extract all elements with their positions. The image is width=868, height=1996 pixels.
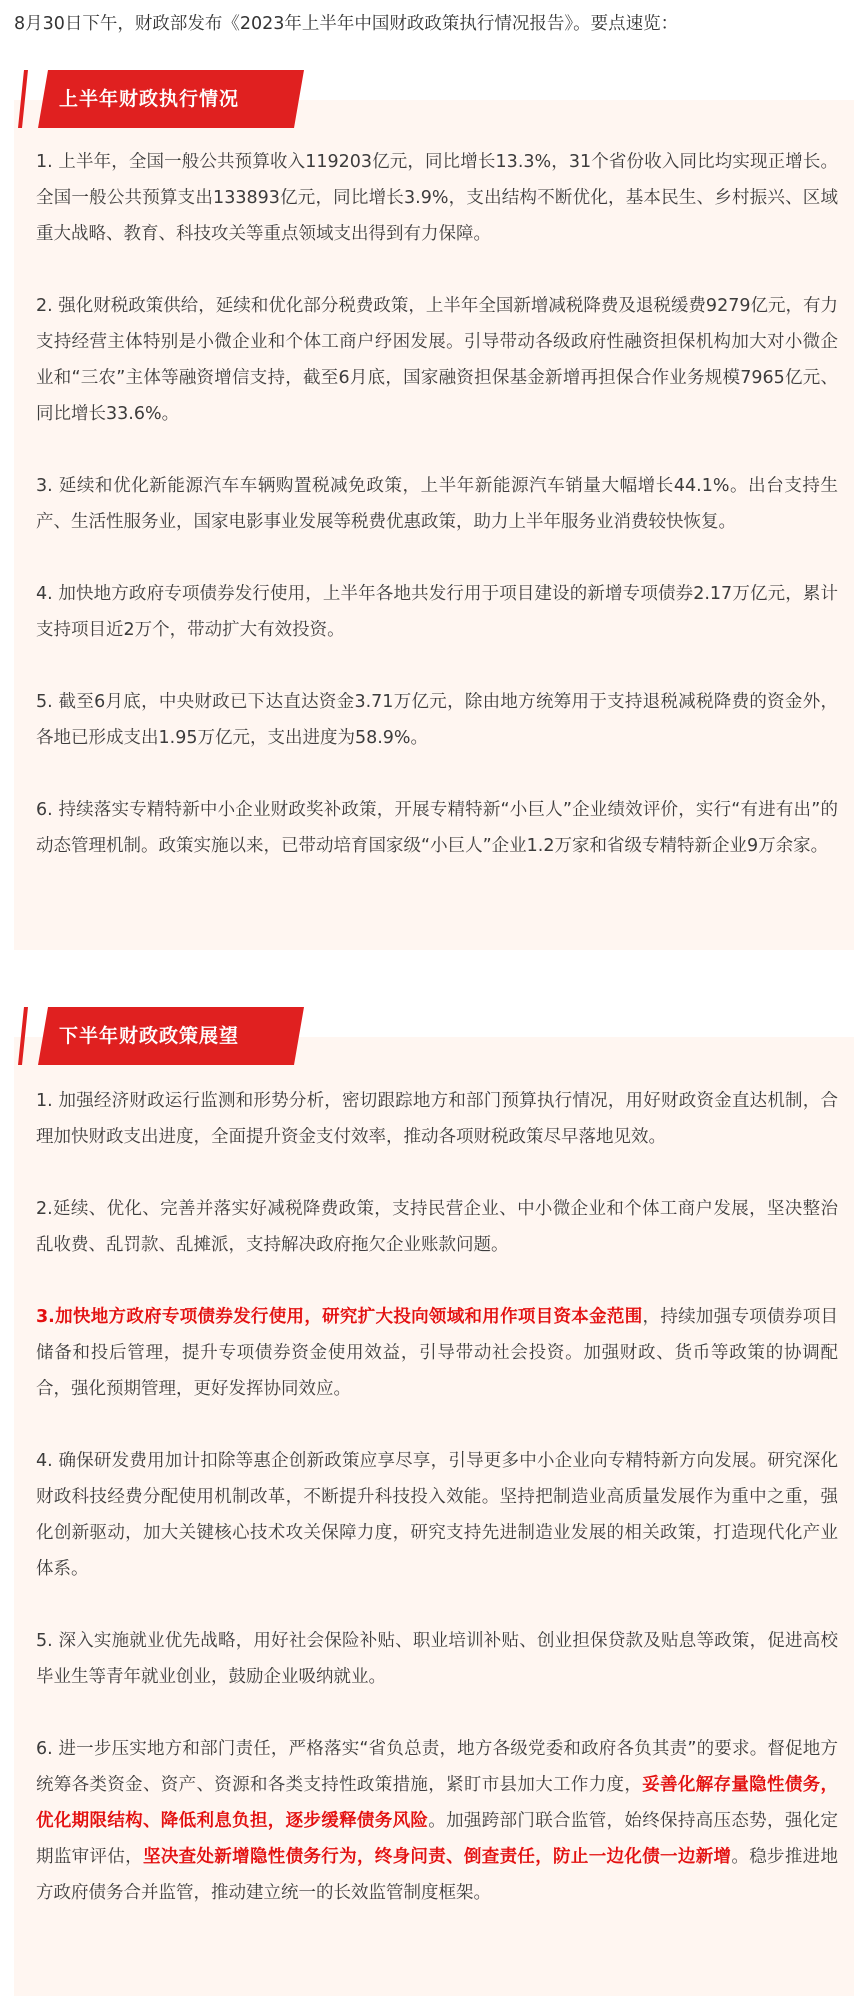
section-banner [14, 70, 314, 128]
paragraph: 6. 持续落实专精特新中小企业财政奖补政策，开展专精特新“小巨人”企业绩效评价，实行“有进有出”的动态管理机制。政策实施以来，已带动培育国家级“小巨人”企业1.2万家和省级专精特新企业9万余家。 [36, 800, 838, 856]
paragraph [36, 1731, 838, 1911]
paragraph: 2.延续、优化、完善并落实好减税降费政策，支持民营企业、中小微企业和个体工商户发展，坚决整治乱收费、乱罚款、乱摊派，支持解决政府拖欠企业账款问题。 [36, 1199, 838, 1255]
paragraph: 3. 延续和优化新能源汽车车辆购置税减免政策，上半年新能源汽车销量大幅增长44.1%。出台支持生产、生活性服务业，国家电影事业发展等税费优惠政策，助力上半年服务业消费较快恢复。 [36, 476, 838, 532]
paragraph-text: 。稳步推进地方政府债务合并监管，推动建立统一的长效监管制度框架。 [36, 1847, 839, 1903]
section-title: 上半年财政执行情况 [59, 88, 240, 110]
paragraph-text: ，持续加强专项债券项目储备和投后管理，提升专项债券资金使用效益，引导带动社会投资。加强财政、货币等政策的协调配合，强化预期管理，更好发挥协同效应。 [36, 1307, 839, 1399]
paragraph-list [36, 1083, 838, 1947]
paragraph-text: 6. 进一步压实地方和部门责任，严格落实“省负总责，地方各级党委和政府各负其责”的要求。督促地方统筹各类资金、资产、资源和各类支持性政策措施，紧盯市县加大工作力度， [36, 1739, 838, 1795]
paragraph: 5. 深入实施就业优先战略，用好社会保险补贴、职业培训补贴、创业担保贷款及贴息等政策，促进高校毕业生等青年就业创业，鼓励企业吸纳就业。 [36, 1631, 838, 1687]
banner-accent-stripe [18, 70, 28, 128]
paragraph-list [36, 144, 838, 900]
section-title: 下半年财政政策展望 [59, 1025, 240, 1047]
highlighted-text: 妥善化解存量隐性债务，优化期限结构、降低利息负担，逐步缓释债务风险 [36, 1775, 838, 1831]
section-banner [14, 1007, 314, 1065]
section-second-half-outlook [14, 1025, 854, 1996]
paragraph: 2. 强化财税政策供给，延续和优化部分税费政策，上半年全国新增减税降费及退税缓费9279亿元，有力支持经营主体特别是小微企业和个体工商户纾困发展。引导带动各级政府性融资担保机构加大对小微企业和“三农”主体等融资增信支持，截至6月底，国家融资担保基金新增再担保合作业务规模7965亿元、同比增长33.6%。 [36, 296, 838, 424]
paragraph: 4. 确保研发费用加计扣除等惠企创新政策应享尽享，引导更多中小企业向专精特新方向发展。研究深化财政科技经费分配使用机制改革，不断提升科技投入效能。坚持把制造业高质量发展作为重中之重，强化创新驱动，加大关键核心技术攻关保障力度，研究支持先进制造业发展的相关政策，打造现代化产业体系。 [36, 1451, 838, 1579]
highlighted-text: 加快地方政府专项债券发行使用，研究扩大投向领域和用作项目资本金范围 [54, 1307, 643, 1327]
paragraph-number: 3. [36, 1307, 55, 1327]
banner-accent-stripe [18, 1007, 28, 1065]
paragraph: 4. 加快地方政府专项债券发行使用，上半年各地共发行用于项目建设的新增专项债券2.17万亿元，累计支持项目近2万个，带动扩大有效投资。 [36, 584, 838, 640]
paragraph: 1. 上半年，全国一般公共预算收入119203亿元，同比增长13.3%，31个省份收入同比均实现正增长。全国一般公共预算支出133893亿元，同比增长3.9%，支出结构不断优化，基本民生、乡村振兴、区域重大战略、教育、科技攻关等重点领域支出得到有力保障。 [36, 152, 838, 244]
paragraph: 1. 加强经济财政运行监测和形势分析，密切跟踪地方和部门预算执行情况，用好财政资金直达机制，合理加快财政支出进度，全面提升资金支付效率，推动各项财税政策尽早落地见效。 [36, 1091, 838, 1147]
paragraph [36, 1299, 838, 1407]
intro-text: 8月30日下午，财政部发布《2023年上半年中国财政政策执行情况报告》。要点速览： [14, 14, 679, 34]
highlighted-text: 坚决查处新增隐性债务行为，终身问责、倒查责任，防止一边化债一边新增 [142, 1847, 732, 1867]
section-first-half-execution [14, 88, 854, 950]
paragraph-text: 。加强跨部门联合监管，始终保持高压态势，强化定期监审评估， [36, 1811, 838, 1867]
paragraph: 5. 截至6月底，中央财政已下达直达资金3.71万亿元，除由地方统筹用于支持退税减税降费的资金外，各地已形成支出1.95万亿元，支出进度为58.9%。 [36, 692, 838, 748]
